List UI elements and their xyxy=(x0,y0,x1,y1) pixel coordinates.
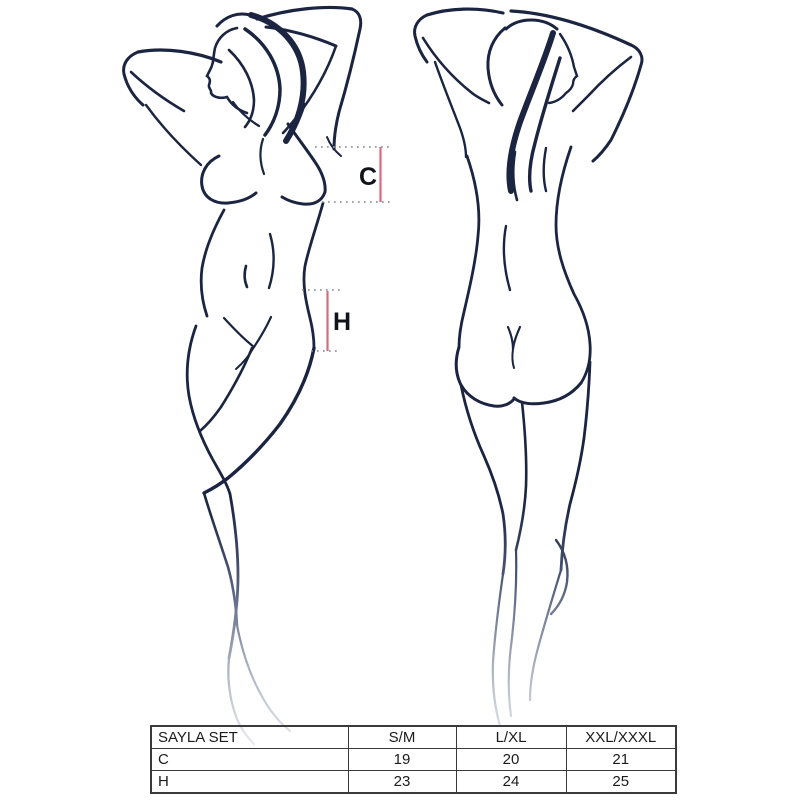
back-crack-stroke xyxy=(508,327,513,349)
back-face-stroke xyxy=(549,34,577,103)
size-column-header-sm: S/M xyxy=(348,726,456,749)
hip-row-label-cell: H xyxy=(151,771,348,794)
chest-measurement-row xyxy=(151,749,676,771)
hip-measurement-row xyxy=(151,771,676,794)
size-column-header-lxl: L/XL xyxy=(456,726,566,749)
front-cleavage-stroke xyxy=(260,139,264,174)
front-left-breast-stroke xyxy=(202,156,256,203)
back-inner-thigh-stroke xyxy=(516,402,526,550)
front-left-arm-outer-stroke xyxy=(146,105,201,165)
back-left-elbow-stroke xyxy=(415,15,427,62)
front-right-arm-inner-stroke xyxy=(266,27,336,46)
back-crack-stroke xyxy=(513,327,520,349)
back-right-arm-top-stroke xyxy=(511,11,631,45)
back-crown-stroke xyxy=(506,20,557,29)
chest-value-lxl-cell: 20 xyxy=(456,749,566,771)
hip-value-xxlxxxl-cell: 25 xyxy=(566,771,676,794)
front-right-waist-stroke xyxy=(304,203,323,348)
back-head-left-stroke xyxy=(488,28,505,105)
chest-measurement-marker xyxy=(315,147,393,202)
back-right-leg-stroke xyxy=(561,362,590,570)
size-table-header-row xyxy=(151,726,676,749)
front-left-arm-top-stroke xyxy=(138,50,221,62)
chest-row-label-cell: C xyxy=(151,749,348,771)
front-left-waist-stroke xyxy=(201,210,224,316)
back-foot-stroke xyxy=(530,570,561,700)
chest-measurement-label: C xyxy=(358,163,377,191)
front-figure-drawing xyxy=(124,7,361,744)
size-column-header-xxlxxxl: XXL/XXXL xyxy=(566,726,676,749)
back-right-forearm-stroke xyxy=(573,57,631,111)
hip-value-sm-cell: 23 xyxy=(348,771,456,794)
back-spine-stroke xyxy=(504,226,510,290)
back-left-arm-outer-stroke xyxy=(435,62,466,157)
back-foot-stroke xyxy=(509,550,517,716)
front-right-arm-outer-stroke xyxy=(334,9,361,149)
front-belly-line-stroke xyxy=(269,234,274,288)
front-pubis-right-stroke xyxy=(254,317,271,347)
front-crown-stroke xyxy=(217,14,250,26)
size-table xyxy=(150,725,677,794)
chest-value-sm-cell: 19 xyxy=(348,749,456,771)
front-pubis-left-stroke xyxy=(224,318,254,347)
back-hair-tip-stroke xyxy=(513,152,517,200)
front-right-arm-top-stroke xyxy=(257,7,352,19)
front-left-thigh-stroke xyxy=(187,326,230,494)
back-figure-drawing xyxy=(415,9,642,726)
front-right-forearm-stroke xyxy=(283,46,336,133)
back-foot-stroke xyxy=(493,574,503,726)
back-left-forearm-stroke xyxy=(423,38,489,103)
back-crack-stroke xyxy=(512,349,514,368)
back-left-arm-top-stroke xyxy=(427,9,503,15)
back-right-arm-outer-stroke xyxy=(593,45,642,161)
front-face-stroke xyxy=(207,28,247,113)
chest-value-xxlxxxl-cell: 21 xyxy=(566,749,676,771)
hip-measurement-label: H xyxy=(333,308,352,336)
back-left-leg-stroke xyxy=(461,385,505,574)
front-foot-stroke xyxy=(237,625,290,731)
back-hair-strand-stroke xyxy=(544,148,546,191)
back-left-side-stroke xyxy=(459,156,479,347)
front-hair-strand-stroke xyxy=(229,50,254,127)
front-navel-stroke xyxy=(245,266,247,287)
front-left-forearm-stroke xyxy=(131,72,184,111)
product-name-cell: SAYLA SET xyxy=(151,726,348,749)
back-right-buttock-stroke xyxy=(514,383,581,404)
hip-value-lxl-cell: 24 xyxy=(456,771,566,794)
back-right-side-stroke xyxy=(556,147,590,383)
